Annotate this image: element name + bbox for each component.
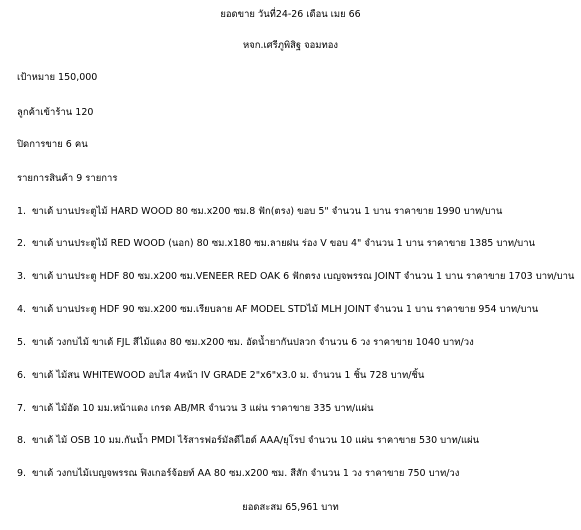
list-item-text: ขาเด้ บานประตู HDF 90 ซม.x200 ซม.เรียบลาย AF MODEL STDไม้ MLH JOINT จำนวน 1 บาน ราคาขาย 954 บาท/บาน	[32, 304, 539, 315]
list-item-number: 8.	[17, 435, 27, 446]
list-item-text: ขาเด้ บานประตูไม้ HARD WOOD 80 ซม.x200 ซม.8 ฟัก(ตรง) ขอบ 5" จำนวน 1 บาน ราคาขาย 1990 บาท/บาน	[32, 206, 503, 217]
closed-sales-line: ปิดการขาย 6 คน	[17, 139, 88, 150]
total-line: ยอดสะสม 65,961 บาท	[242, 502, 339, 513]
list-item-text: ขาเด้ ไม้สน WHITEWOOD อบไส 4หน้า IV GRADE 2"x6"x3.0 ม. จำนวน 1 ชิ้น 728 บาท/ชิ้น	[32, 370, 425, 381]
list-item-number: 6.	[17, 370, 27, 381]
list-item	[17, 336, 474, 350]
list-item-text: ขาเด้ บานประตูไม้ RED WOOD (นอก) 80 ซม.x180 ซม.ลายฝน ร่อง V ขอบ 4" จำนวน 1 บาน ราคาขาย 1385 บาท/บาน	[32, 238, 536, 249]
list-item	[17, 434, 479, 448]
list-item-number: 1.	[17, 206, 27, 217]
document-title: ยอดขาย วันที่24-26 เดือน เมย 66	[220, 9, 361, 20]
document-author: หจก.เศรีภูพิสิฐ จอมทอง	[243, 40, 338, 51]
list-item-number: 9.	[17, 468, 27, 479]
items-count-line: รายการสินค้า 9 รายการ	[17, 173, 118, 184]
list-item	[17, 237, 535, 251]
target-line: เป้าหมาย 150,000	[17, 72, 98, 83]
list-item	[17, 369, 424, 383]
list-item-text: ขาเด้ วงกบไม้เบญจพรรณ ฟิงเกอร์จ้อยท์ AA 80 ซม.x200 ซม. สีสัก จำนวน 1 วง ราคาขาย 750 บาท/วง	[32, 468, 460, 479]
list-item-number: 4.	[17, 304, 27, 315]
list-item-number: 7.	[17, 403, 27, 414]
list-item-number: 3.	[17, 271, 27, 282]
list-item	[17, 303, 538, 317]
list-item	[17, 270, 574, 284]
list-item-text: ขาเด้ บานประตู HDF 80 ซม.x200 ซม.VENEER RED OAK 6 ฟักตรง เบญจพรรณ JOINT จำนวน 1 บาน ราคาขาย 1703 บาท/บาน	[32, 271, 575, 282]
list-item-text: ขาเด้ ไม้ OSB 10 มม.กันน้ำ PMDI ไร้สารฟอร์มัลดีไฮด์ AAA/ยุโรป จำนวน 10 แผ่น ราคาขาย 530 บาท/แผ่น	[32, 435, 480, 446]
list-item	[17, 205, 502, 219]
list-item-text: ขาเด้ ไม้อัด 10 มม.หน้าแดง เกรด AB/MR จำนวน 3 แผ่น ราคาขาย 335 บาท/แผ่น	[32, 403, 374, 414]
list-item-text: ขาเด้ วงกบไม้ ขาเด้ FJL สีไม้แดง 80 ซม.x200 ซม. อัดน้ำยากันปลวก จำนวน 6 วง ราคาขาย 1040 บาท/วง	[32, 337, 474, 348]
list-item-number: 5.	[17, 337, 27, 348]
list-item	[17, 467, 459, 481]
customers-line: ลูกค้าเข้าร้าน 120	[17, 107, 94, 118]
list-item	[17, 402, 373, 416]
list-item-number: 2.	[17, 238, 27, 249]
